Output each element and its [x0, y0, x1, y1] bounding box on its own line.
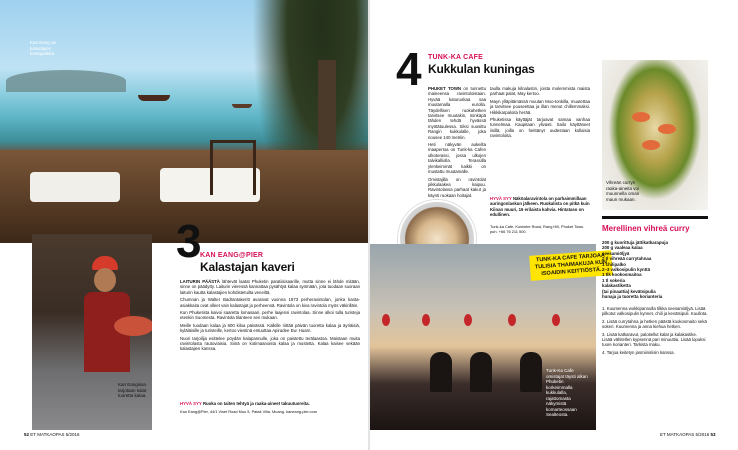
face	[94, 268, 116, 292]
footer-left	[24, 432, 80, 437]
fish	[114, 316, 152, 336]
page-number: 52	[24, 432, 30, 437]
article-body	[180, 279, 360, 399]
recipe-step: 4. Tarjoa keitetyn jasmiiniriisin kanssa.	[602, 349, 675, 355]
paragraph: taulla makuja kilnalastin, joista molemmista maista parhaat palat, May kertoo.	[490, 86, 590, 97]
article-number: 3	[176, 215, 201, 267]
ingredient: 1 tlk kookosmaitoa	[602, 272, 642, 278]
paragraph: on tunnettu maineensa ravintoloistaan. Hyvää katuruokaa saa muutamalla eurolla. Täydellisen ruokahetken tarvitsee muutakin, minkäpä tähden tehdä hyvässä myötätuulessa. Siksi suosittu Rangin kukkulalle, joka nousee 140 metriin.	[428, 86, 486, 140]
good-reason-text: Näköalaravintola on parhaimmillaan auringonlaskun jälkeen. Ruokalista on pitkä kuin Kiinan muuri, 16 erilaista kahvia. Hintataso on edullinen.	[490, 196, 590, 218]
paragraph: Kun Phuketista kaivoi saaretta lomasaari, perhe laajensi ravintolaa. Sinne alkoi tulla turisteja etenkin Suomesta. Ravintola tilanteen sen mukaan.	[180, 310, 360, 321]
article-title: Kukkulan kuningas	[428, 62, 535, 76]
good-reason	[180, 401, 360, 406]
boat	[232, 104, 252, 108]
paragraph: Mayn ylläpitämässä muutan Moo-tonkilla, muutettaa ja tarvitsee pouseettaa ja illan menut chillemmaksi. Hikkikarpaloita herää.	[490, 98, 590, 115]
good-reason-label: HYVÄ SYY	[180, 401, 202, 406]
ingredient: 1 chilipalko	[602, 261, 626, 267]
person-silhouette	[430, 352, 452, 392]
address: Tunk-ka Cafe, Kosimbe Road, Rang Hill, Phuket Town. puh. +66 76 211 500.	[490, 224, 585, 234]
recipe-title: Merellinen vihreä curry	[602, 224, 690, 233]
shrimp	[642, 140, 660, 150]
ingredient: 200 g kuorittuja jättikatkarapuja	[602, 240, 668, 245]
article-kicker: TUNK-KA CAFE	[428, 54, 484, 61]
lantern	[464, 314, 472, 326]
ingredient: kalakastiketta	[602, 283, 631, 289]
beach-restaurant-photo	[0, 0, 368, 243]
page-number: 53	[710, 432, 716, 437]
article-kicker: KAN EANG@PIER	[200, 252, 264, 259]
ingredient-list	[602, 240, 708, 299]
recipe-steps	[602, 306, 708, 355]
article-lead: PHUKET TOWN	[428, 86, 462, 91]
fisher-photo-caption: Kan Eangissa tarjotaan kalat tuoretta kalaa.	[118, 382, 147, 398]
curry-photo-caption: Vihreän curryn raaka-aineita voi muunnella oman maun mukaan.	[606, 180, 640, 202]
chair	[210, 140, 256, 195]
good-reason	[490, 196, 590, 218]
ingredient: seesamiöljyä	[602, 250, 630, 256]
paragraph: Chumnan ja Walter Badrantakeritt avasivat vuonna 1973 perheravintolan, jonka kanta-asiakkaita ovat olleet vain kalastajat ja perheensä. Ravintola on kiva ravintola myös väkirilläin.	[180, 297, 360, 308]
fisher-photo	[32, 234, 152, 430]
ingredient: 1 tl sokeria	[602, 277, 625, 283]
article-lead: LAITURIN PÄÄSTÄ	[180, 279, 220, 284]
lantern	[552, 314, 560, 326]
table	[30, 172, 120, 202]
paragraph: Nuori tarjoilija esittelee pöydän kalapannulle, joka on paistettu terälaastoa. Maistaan muita ravintolasta rautoviaisia. Siinä on kotimaanoista kalaa ja mustetta. Kalaa kaisee sekään kalastajien kanssa.	[180, 335, 360, 352]
magazine-label: ET MATKAOPAS 5/2016	[30, 432, 80, 437]
lantern	[422, 314, 430, 326]
shrimp	[632, 112, 650, 122]
boat	[138, 95, 170, 101]
paragraph: Heti näkyvän aukeilta maapertoa on Tunk-ka Cafen ulkoterassi, jossa ulkojen talvikalliolla. Terassilla ylenkeimmät kaikki on mustattu muutamalle.	[428, 142, 486, 175]
ingredient: hunaja ja tuoretta korianteria	[602, 294, 663, 300]
paragraph: Phuketissa käyttäjät tarjoavat samaa vanhaa tunnelmaa. Kaupitaan ylivasti. Sailo käyttäneet iisillä, joilla on heittänyt uudestaan kollaisia ravintoloita.	[490, 117, 590, 139]
ingredient: 200 g vaaleaa kalaa	[602, 245, 643, 251]
article-body-col2	[490, 86, 590, 194]
footer-right	[660, 432, 716, 437]
address: Kan Eang@Pier, 44/1 Viset Road Moo 5, Patak Villa, Muang. kaneang-pier.com	[180, 409, 318, 414]
paragraph: Meille tuodaan kalaa ja 600 kiloa päivässä. Kalkille riittää päivän tuoretta kalaa ja äyriäisiä, kyläläisille ja turisteille, kertoo viestinä entuuttaa Apiradee Ew. Huarn.	[180, 322, 360, 334]
ingredient: 2 tl vihreää currytahnaa	[602, 256, 652, 262]
ingredient: (tai pinaattia) kevätsipulia	[602, 288, 656, 294]
island-hill	[6, 70, 126, 92]
person-silhouette	[520, 352, 542, 392]
sunset-photo-caption: Tunk-Ka Cafe omistajat täysti alkan Phuketin korkeimmalla kukkulalla, rajattomasta näkymistä komarteossaan Sealteosta.	[546, 368, 588, 417]
beach-photo-caption: Kan Eang on kalastajien kantapaikka.	[30, 40, 57, 56]
lantern	[382, 314, 390, 326]
good-reason-label: HYVÄ SYY	[490, 196, 512, 201]
shrimp	[658, 124, 676, 134]
recipe-rule	[602, 216, 708, 219]
paragraph: lähtevät laatat Phuketin paratiisisaarille, mutta sinne ei lähde mitään, sinne on päädytty. Laiturin vieressä kannattaa pysähtyä kalaa syömään, jota tuodaan suoraan laiturin kautta kalastajien kohdistetuilta veneiltä.	[180, 279, 360, 295]
magazine-label: ET MATKAOPAS 5/2016	[660, 432, 710, 437]
recipe-step: 1. Kuumenna wokkipannulla tilkka seesamiöljyä. Lisää pilkotut valkosipulin kynnet, chili ja kevätsipuli. Kuullota.	[602, 306, 708, 317]
lantern	[508, 314, 516, 326]
article-body-col1	[428, 86, 486, 206]
person-silhouette	[470, 352, 492, 392]
good-reason-text: Ruoka on taiten tehtyä ja raaka-aineet takuutuoreita.	[202, 401, 310, 406]
recipe-step: 2. Lisää currytahna ja hetken päästä kookosmaito sekä sokeri. Kuumenna ja anna kiehua hetken.	[602, 318, 707, 330]
recipe-step: 3. Lisää katkaravut, paloitellut kalat ja kalakastike. Lisää vähitellen kypsennä pari minuuttia. Lisää lopuksi tuore korianteri. Tarkista maku.	[602, 331, 706, 348]
quote-tag: TUNK-KA CAFE TARJOAA TULISIA THAIMAKUJA KUN ISOAIDIN KEITTIÖSTÄ.	[529, 250, 613, 281]
article-number: 4	[396, 43, 421, 95]
article-title: Kalastajan kaveri	[200, 260, 295, 274]
ingredient: 2–3 valkosipulin kynttä	[602, 267, 651, 273]
paragraph: Omistajilla on ravintolat pikkulaakea kaipuu. Ravintolassa parhaat kakut ja käynti ruokaan hoitajat.	[428, 176, 486, 198]
